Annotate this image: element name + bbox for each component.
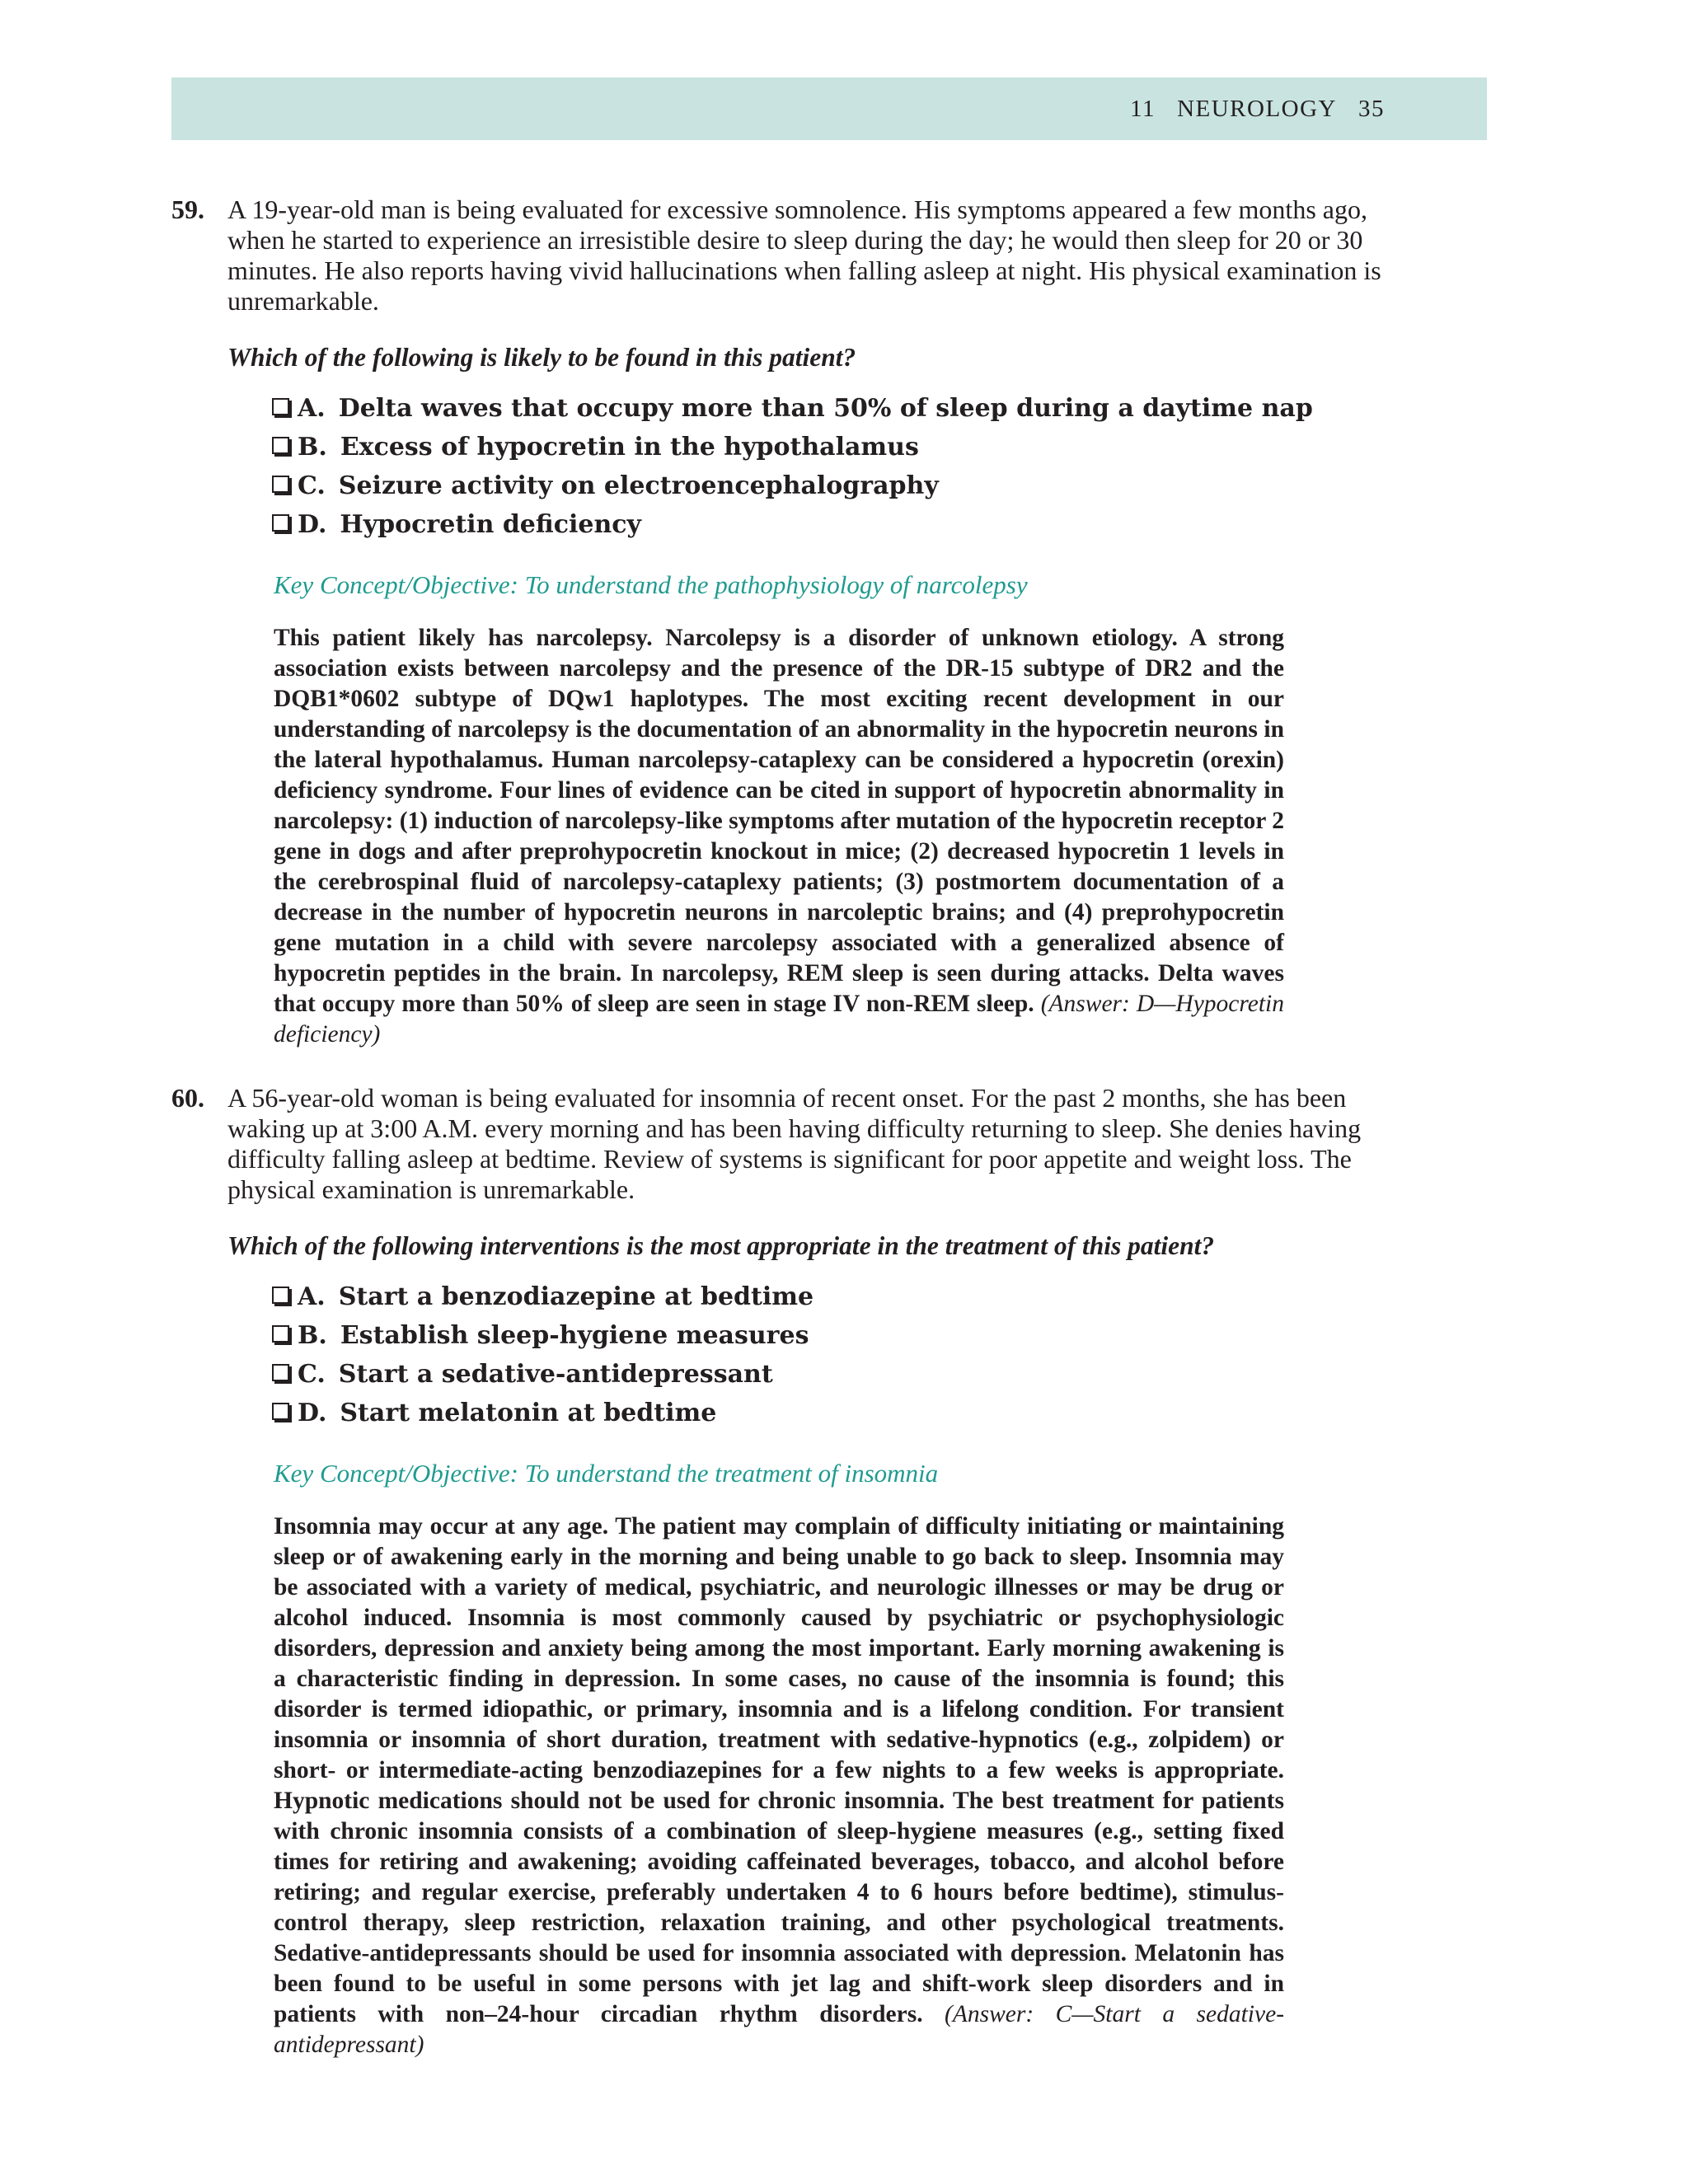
option-text: Seizure activity on electroencephalography <box>338 471 939 500</box>
header-text <box>1109 96 1385 123</box>
explanation-text: Insomnia may occur at any age. The patient may complain of difficulty initiating or maintaining sleep or of awakening early in the morning and being unable to go back to sleep. Insomnia may be associated with a variety of medical, psychiatric, and neurologic illnesses or may be drug or alcohol induced. Insomnia is most commonly caused by psychiatric or psychophysiologic disorders, depression and anxiety being among the most important. Early morning awakening is a characteristic finding in depression. In some cases, no cause of the insomnia is found; this disorder is termed idiopathic, or primary, insomnia and is a lifelong condition. For transient insomnia or insomnia of short duration, treatment with sedative-hypnotics (e.g., zolpidem) or short- or intermediate-acting benzodiazepines for a few nights to a few weeks is appropriate. Hypnotic medications should not be used for chronic insomnia. The best treatment for patients with chronic insomnia consists of a combination of sleep-hygiene measures (e.g., setting fixed times for retiring and awakening; avoiding caffeinated beverages, tobacco, and alcohol before retiring; and regular exercise, preferably undertaken 4 to 6 hours before bedtime), stimulus-control therapy, sleep restriction, relaxation training, and other psychological treatments. Sedative-antidepressants should be used for insomnia associated with depression. Melatonin has been found to be useful in some persons with jet lag and shift-work sleep disorders and in patients with non–24-hour circadian rhythm disorders. <box>274 1513 1284 2027</box>
checkbox-icon[interactable] <box>272 1403 289 1420</box>
question-prompt: Which of the following interventions is the most appropriate in the treatment of this patient? <box>227 1231 1215 1260</box>
question-59 <box>171 194 1391 1050</box>
answer-options <box>272 1277 1391 1432</box>
option-text: Start melatonin at bedtime <box>340 1399 717 1427</box>
option-d[interactable] <box>272 1394 1391 1432</box>
option-letter: C. <box>298 471 326 500</box>
option-a[interactable] <box>272 1277 1391 1316</box>
answer-text: (Answer: D—Hypocretin deficiency) <box>274 991 1285 1047</box>
question-prompt: Which of the following is likely to be found in this patient? <box>227 343 856 372</box>
option-text: Excess of hypocretin in the hypothalamus <box>340 433 919 462</box>
option-b[interactable] <box>272 1316 1391 1355</box>
checkbox-icon[interactable] <box>272 398 289 415</box>
option-text: Hypocretin deficiency <box>340 510 641 539</box>
answer-text: (Answer: C—Start a sedative-antidepressant) <box>274 2001 1285 2058</box>
option-letter: A. <box>298 1282 326 1311</box>
option-b[interactable] <box>272 428 1391 466</box>
option-text: Start a sedative-antidepressant <box>338 1360 773 1389</box>
question-number: 60. <box>171 1083 204 1113</box>
checkbox-icon[interactable] <box>272 1286 289 1304</box>
option-c[interactable] <box>272 1355 1391 1394</box>
option-letter: D. <box>298 510 327 539</box>
checkbox-icon[interactable] <box>272 437 289 454</box>
key-concept: Key Concept/Objective: To understand the pathophysiology of narcolepsy <box>274 570 1028 599</box>
option-letter: B. <box>298 433 327 462</box>
explanation-text: This patient likely has narcolepsy. Narcolepsy is a disorder of unknown etiology. A strong association exists between narcolepsy and the presence of the DR-15 subtype of DR2 and the DQB1*0602 subtype of DQw1 haplotypes. The most exciting recent development in our understanding of narcolepsy is the documentation of an abnormality in the hypocretin neurons in the lateral hypothalamus. Human narcolepsy-cataplexy can be considered a hypocretin (orexin) deficiency syndrome. Four lines of evidence can be cited in support of hypocretin abnormality in narcolepsy: (1) induction of narcolepsy-like symptoms after mutation of the hypocretin receptor 2 gene in dogs and after preprohypocretin knockout in mice; (2) decreased hypocretin 1 levels in the cerebrospinal fluid of narcolepsy-cataplexy patients; (3) postmortem documentation of a decrease in the number of hypocretin neurons in narcoleptic brains; and (4) preprohypocretin gene mutation in a child with severe narcolepsy associated with a generalized absence of hypocretin peptides in the brain. In narcolepsy, REM sleep is seen during attacks. Delta waves that occupy more than 50% of sleep are seen in stage IV non-REM sleep. <box>274 625 1284 1017</box>
question-number: 59. <box>171 194 204 224</box>
checkbox-icon[interactable] <box>272 1325 289 1343</box>
option-text: Establish sleep-hygiene measures <box>340 1321 809 1350</box>
key-concept: Key Concept/Objective: To understand the treatment of insomnia <box>274 1459 939 1488</box>
chapter-number: 11 <box>1130 96 1156 122</box>
option-letter: C. <box>298 1360 326 1389</box>
answer-options <box>272 389 1391 544</box>
checkbox-icon[interactable] <box>272 1364 289 1381</box>
option-letter: A. <box>298 394 326 423</box>
checkbox-icon[interactable] <box>272 514 289 532</box>
option-d[interactable] <box>272 505 1391 544</box>
section-title: NEUROLOGY <box>1177 96 1337 122</box>
option-c[interactable] <box>272 466 1391 505</box>
option-letter: D. <box>298 1399 327 1427</box>
option-a[interactable] <box>272 389 1391 428</box>
explanation <box>274 1511 1284 2060</box>
running-header <box>171 77 1487 140</box>
question-stem: A 56-year-old woman is being evaluated for insomnia of recent onset. For the past 2 months, she has been waking up at 3:00 A.M. every morning and has been having difficulty returning to sleep. She denies having difficulty falling asleep at bedtime. Review of systems is significant for poor appetite and weight loss. The physical examination is unremarkable. <box>227 1083 1362 1204</box>
option-text: Delta waves that occupy more than 50% of sleep during a daytime nap <box>338 394 1313 423</box>
question-stem: A 19-year-old man is being evaluated for excessive somnolence. His symptoms appeared a few months ago, when he started to experience an irresistible desire to sleep during the day; he would then sleep for 20 or 30 minutes. He also reports having vivid hallucinations when falling asleep at night. His physical examination is unremarkable. <box>227 194 1381 316</box>
option-text: Start a benzodiazepine at bedtime <box>338 1282 814 1311</box>
question-60 <box>171 1083 1391 2060</box>
explanation <box>274 623 1284 1050</box>
page-number: 35 <box>1358 96 1385 122</box>
option-letter: B. <box>298 1321 327 1350</box>
checkbox-icon[interactable] <box>272 476 289 493</box>
